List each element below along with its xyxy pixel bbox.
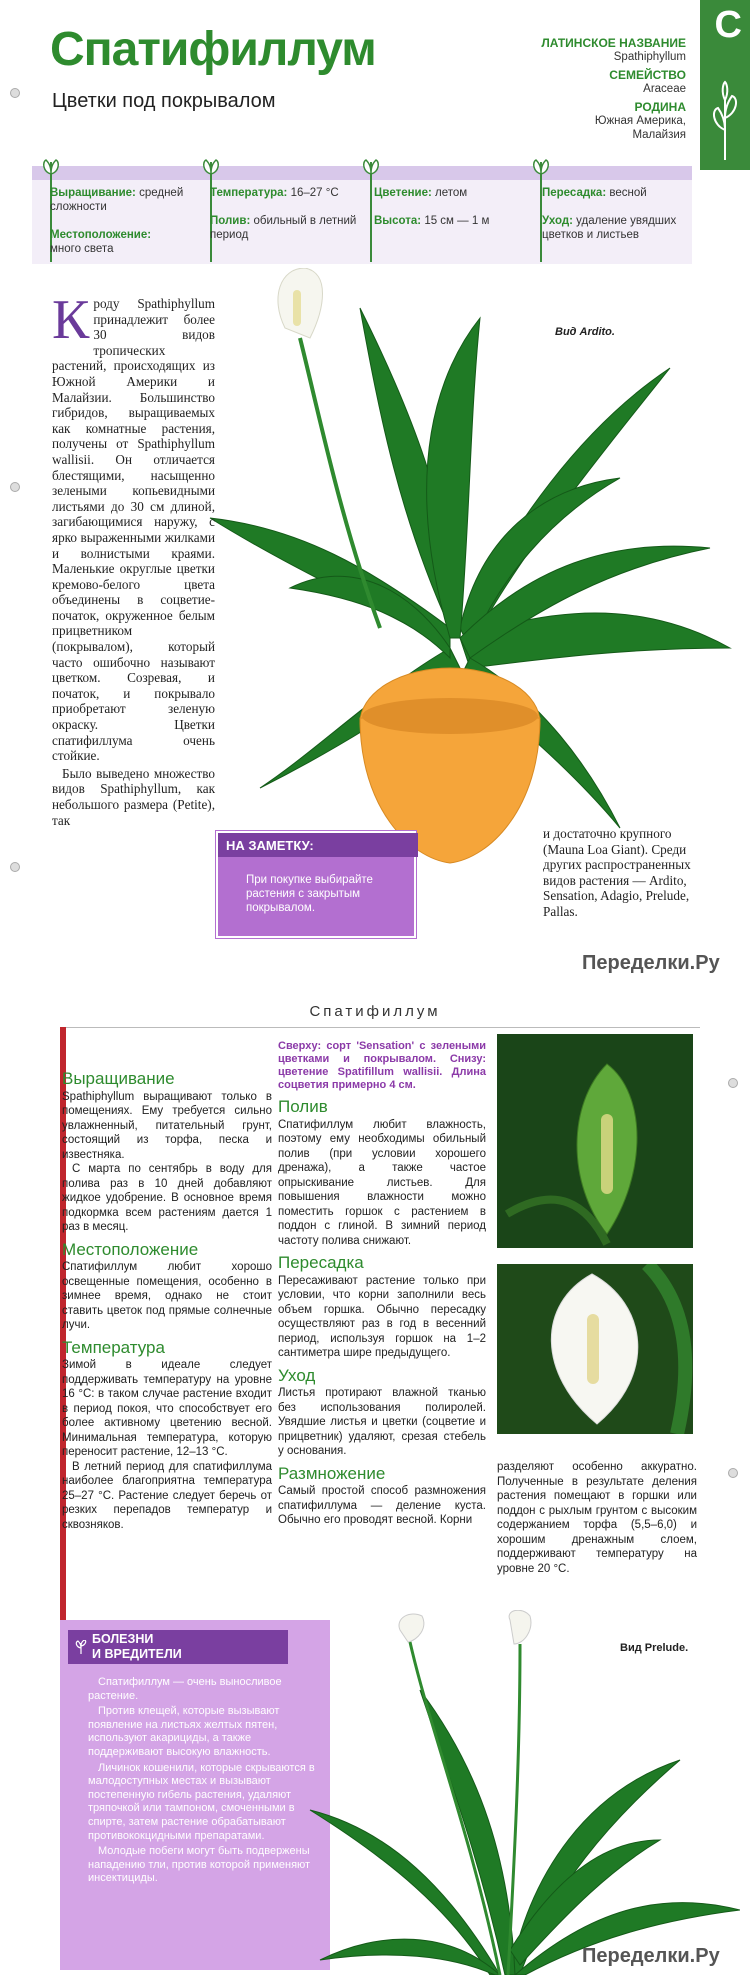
photo-wallisii <box>497 1264 693 1434</box>
note-text: При покупке выбирайте растения с закрытым покрывалом. <box>246 874 373 914</box>
running-head: Спатифиллум <box>309 1003 441 1020</box>
intro-text: К роду Spathiphyllum принадлежит более 30 видов тропических растений, происходящих из Южной Америки и Малайзии. Большинство гибридов, выращиваемых как комнатные растения, получены от Spathiphyllum wallisii. Он отличается блестящими, насыщенно зелеными копьевидными листьями до 30 см длиной, загибающимися наружу, с ярко выраженными жилками и волнистыми краями. Маленькие округлые цветки кремово-белого цвета объединены в соцветие-початок, окруженное белым прицветником (покрывалом), который часто ошибочно называют цветком. Созревая, и початок, и покрывало приобретают зеленую окраску. Цветки спатифиллума очень стойкие. Было выведено множество видов Spathiphyllum, как небольшого размера (Petite), так <box>52 289 215 828</box>
disease-box <box>60 1620 330 1970</box>
disease-text: Спатифиллум — очень выносливое растение. Против клещей, которые вызывают появление на листьях желтых пятен, используют акарициды, а также поддерживают высокую влажность. Личинок кошенили, которые скрываются в малодоступных местах и вызывают постепенную гибель растения, удаляют тряпочкой или тампоном, смоченными в спирте, затем растение обрабатывают противококцидными препаратами. Молодые побеги могут быть подвержены нападению тли, против которой применяют инсектициды. <box>88 1676 315 1885</box>
disease-heading: БОЛЕЗНИ И ВРЕДИТЕЛИ <box>68 1630 288 1664</box>
plant-photo-ardito <box>150 268 740 888</box>
page-subtitle: Цветки под покрывалом <box>52 90 276 112</box>
meta-value: Spathiphyllum <box>613 51 686 63</box>
info-bar <box>32 166 692 264</box>
index-tab-letter: С <box>714 4 742 46</box>
meta-key: ЛАТИНСКОЕ НАЗВАНИЕ <box>541 36 686 50</box>
watermark-bottom: Переделки.Ру <box>582 1945 720 1967</box>
info-col-temp: Температура: 16–27 °C Полив: обильный в летний период <box>210 187 357 241</box>
binder-hole <box>728 1468 738 1478</box>
watermark: Переделки.Ру <box>582 952 720 974</box>
info-col-growing: Выращивание: средней сложности Местоположение: много света <box>50 187 184 255</box>
meta-value: Araceae <box>643 83 686 95</box>
section-heading: Полив <box>278 1097 328 1116</box>
meta-value: Южная Америка, Малайзия <box>594 115 686 141</box>
meta-block <box>496 36 686 146</box>
binder-hole <box>10 88 20 98</box>
section-heading: Пересадка <box>278 1253 364 1272</box>
intro-text-2: Было выведено множество видов Spathiphyllum, как небольшого размера (Petite), так <box>52 765 215 828</box>
section-heading: Температура <box>62 1337 165 1357</box>
meta-key: РОДИНА <box>634 100 686 114</box>
binder-hole <box>10 482 20 492</box>
divider <box>60 1027 700 1028</box>
plant-photo-prelude <box>300 1610 740 1975</box>
leaf-icon <box>74 1640 88 1654</box>
photo-sensation <box>497 1034 693 1248</box>
section-heading: Уход <box>278 1365 316 1385</box>
section-heading: Местоположение <box>62 1239 199 1259</box>
column-3-text: разделяют особенно аккуратно. Полученные в результате деления растения помещают в горшки или поддон с рыхлым грунтом с высоким содержанием торфа (5,5–6,0) и хорошим дренажным слоем, поддерживают температуру на уровне 20 °C. <box>497 1461 697 1575</box>
drop-cap: К <box>52 289 90 351</box>
info-col-repot: Пересадка: весной Уход: удаление увядших цветков и листьев <box>542 187 677 241</box>
photo-caption: Вид Ardito. <box>555 326 615 338</box>
photo-caption-prelude: Вид Prelude. <box>620 1642 689 1654</box>
photo-caption-purple: Сверху: сорт 'Sensation' с зелеными цветками и покрывалом. Снизу: цветение Spatifillum wallisii. Длина соцветия примерно 4 см. <box>278 1040 486 1091</box>
column-2: Сверху: сорт 'Sensation' с зелеными цветками и покрывалом. Снизу: цветение Spatifillum wallisii. Длина соцветия примерно 4 см. Полив Спатифиллум любит влажность, поэтому ему необходимы обильный полив (при условии хорошего дренажа), а также частое опрыскивание листьев. Для повышения влажности можно поместить горшок с растением в поддон с глиной. В зимний период частоту полива снижают. Пересадка Пересаживают растение только при условии, что корни заполнили весь объем горшка. Обычно пересадку осуществляют раз в год в весенний период, используя горшок на 1–2 сантиметра шире предыдущего. Уход Листья протирают влажной тканью без использования полиролей. Увядшие листья и цветки (соцветие и прицветник) удаляют, срезая стебель у основания. Размножение Самый простой способ размножения спатифиллума — деление куста. Обычно его проводят весной. Корни <box>278 1040 486 1526</box>
binder-hole <box>728 1078 738 1088</box>
leaf-sprig-icon <box>708 80 742 160</box>
info-col-bloom: Цветение: летом Высота: 15 см — 1 м <box>374 187 490 227</box>
note-heading: НА ЗАМЕТКУ: <box>218 833 418 857</box>
column-1: Выращивание Spathiphyllum выращивают только в помещениях. Ему требуется сильно увлажненный, питательный грунт, состоящий из торфа, песка и известняка. С марта по сентябрь в воду для полива раз в 10 дней добавляют жидкое удобрение. В основное время подкормка всем растениям дается 1 раз в месяц. Местоположение Спатифиллум любит хорошо освещенные помещения, особенно в зимнее время, однако не стоит ставить цветок под прямые солнечные лучи. Температура Зимой в идеале следует поддерживать температуру на уровне 16 °C: в таком случае растение входит в период покоя, что способствует его более активному цветению весной. Минимальная температура, которую переносит растение, 12–13 °C. В летний период для спатифиллума наиболее благоприятна температура 25–27 °C. Растение следует беречь от резких перепадов температур и сквозняков. <box>62 1069 272 1531</box>
section-heading: Выращивание <box>62 1069 175 1088</box>
section-heading: Размножение <box>278 1463 386 1483</box>
page-title: Спатифиллум <box>50 23 376 76</box>
meta-key: СЕМЕЙСТВО <box>609 68 686 82</box>
note-box <box>216 831 416 938</box>
binder-hole <box>10 862 20 872</box>
intro-continuation: и достаточно крупного (Mauna Loa Giant). Среди других распространенных видов растения — Ardito, Sensation, Adagio, Prelude, Pallas. <box>543 826 691 919</box>
